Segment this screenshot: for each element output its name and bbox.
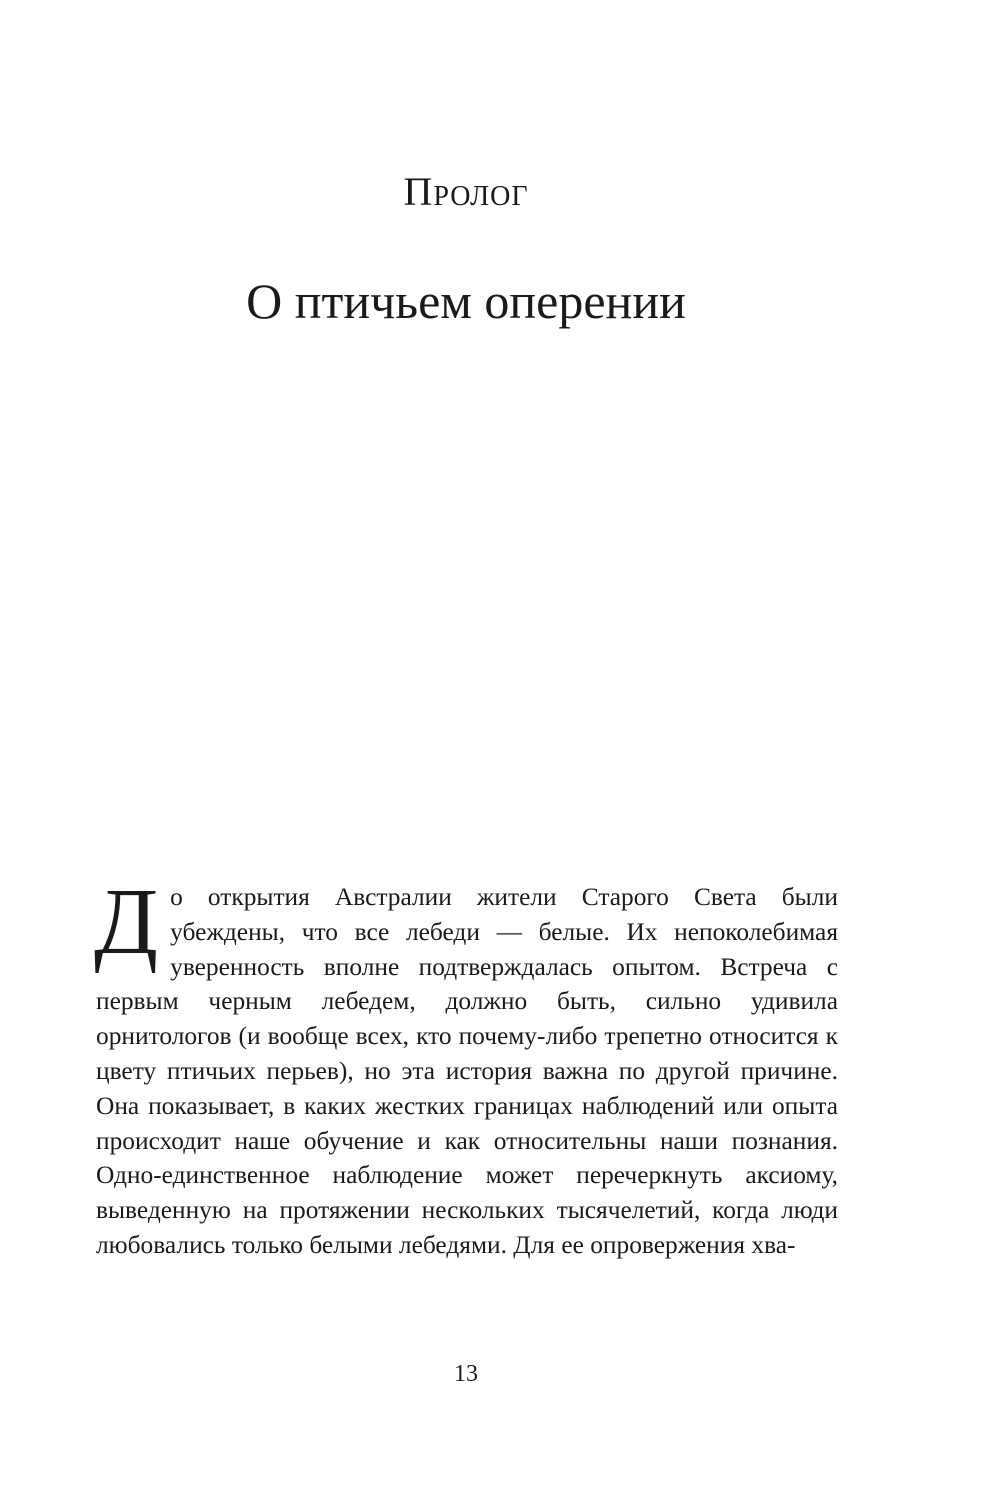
- chapter-title: О птичьем оперении: [246, 273, 686, 329]
- paragraph-text: о открытия Австралии жители Старого Света были убеждены, что все лебеди — белые. Их непоколебимая уверенность вполне подтверждалась опытом. Встреча с первым черным лебедем, должно быть, сильно удивила орнитологов (и вообще всех, кто почему-либо трепетно относится к цвету птичьих перьев), но эта история важна по другой причине. Она показывает, в каких жестких границах наблюдений или опыта происходит наше обучение и как относительны наши познания. Одно-единственное наблюдение может перечеркнуть аксиому, выведенную на протяжении нескольких тысячелетий, когда люди любовались только белыми лебедями. Для ее опровержения хва-: [96, 883, 838, 1259]
- chapter-label: Пролог: [403, 169, 529, 214]
- body-paragraph: [94, 870, 838, 1263]
- drop-cap: Д: [94, 870, 159, 974]
- page-number: 13: [454, 1361, 478, 1387]
